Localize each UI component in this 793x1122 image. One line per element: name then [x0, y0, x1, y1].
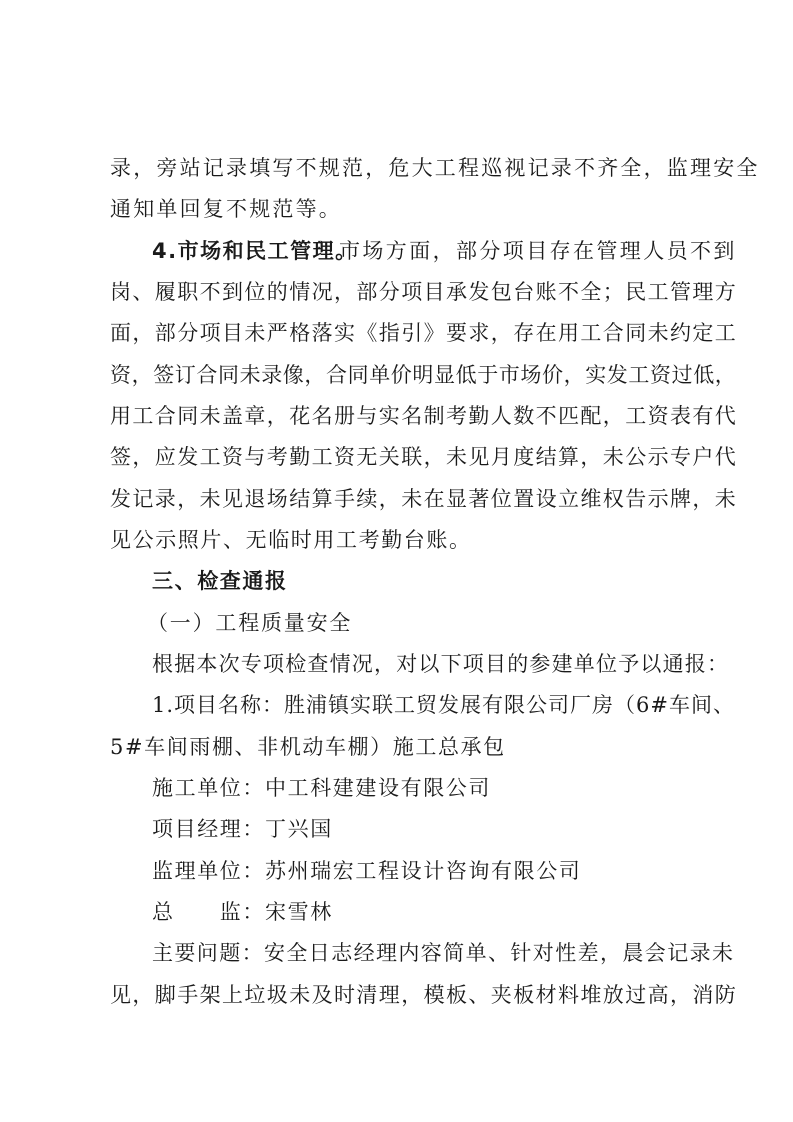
main-issues: 主要问题：安全日志经理内容简单、针对性差，晨会记录未: [152, 941, 735, 965]
subheading-line: [0, 603, 793, 643]
chief-supervisor: 总 监：宋雪林: [152, 900, 333, 924]
subsection-heading: （一）工程质量安全: [147, 611, 353, 635]
body-text: 通知单回复不规范等。: [110, 197, 342, 221]
body-line: [0, 644, 793, 684]
body-line: [0, 892, 793, 932]
supervision-unit: 监理单位：苏州瑞宏工程设计咨询有限公司: [152, 859, 582, 883]
body-line: [0, 313, 793, 353]
section-heading: 三、检查通报: [152, 569, 288, 593]
project-name: 1.项目名称：胜浦镇实联工贸发展有限公司厂房（6#车间、: [152, 693, 735, 717]
section-heading-inline: 4.市场和民工管理。: [152, 239, 358, 263]
body-line: [0, 396, 793, 436]
body-line: [0, 437, 793, 477]
body-text: 用工合同未盖章，花名册与实名制考勤人数不匹配，工资表有代: [110, 404, 738, 428]
body-text: 录，旁站记录填写不规范，危大工程巡视记录不齐全，监理安全: [110, 156, 760, 180]
body-line: [0, 520, 793, 560]
body-line: [0, 479, 793, 519]
body-line: [0, 768, 793, 808]
main-issues-continued: 见，脚手架上垃圾未及时清理，模板、夹板材料堆放过高，消防: [110, 983, 738, 1007]
body-text: 岗、履职不到位的情况，部分项目承发包台账不全；民工管理方: [110, 280, 738, 304]
body-text: 签，应发工资与考勤工资无关联，未见月度结算，未公示专户代: [110, 445, 738, 469]
body-line: [0, 272, 793, 312]
body-line: [0, 189, 793, 229]
body-line: [0, 933, 793, 973]
heading-line: [0, 561, 793, 601]
body-line: [0, 685, 793, 725]
body-line: [0, 975, 793, 1015]
body-text: 资，签订合同未录像，合同单价明显低于市场价，实发工资过低，: [110, 363, 737, 387]
project-name-continued: 5#车间雨棚、非机动车棚）施工总承包: [110, 735, 506, 759]
construction-unit: 施工单位：中工科建建设有限公司: [152, 776, 491, 800]
body-line: [0, 851, 793, 891]
body-line: [0, 809, 793, 849]
body-text: 市场方面，部分项目存在管理人员不到: [339, 239, 737, 263]
body-text: 根据本次专项检查情况，对以下项目的参建单位予以通报：: [152, 652, 730, 676]
body-line: [0, 727, 793, 767]
body-text: 面，部分项目未严格落实《指引》要求，存在用工合同未约定工: [110, 321, 738, 345]
body-line: [0, 148, 793, 188]
body-text: 发记录，未见退场结算手续，未在显著位置设立维权告示牌，未: [110, 487, 738, 511]
project-manager: 项目经理：丁兴国: [152, 817, 333, 841]
paragraph-line: [0, 231, 793, 271]
body-line: [0, 355, 793, 395]
body-text: 见公示照片、无临时用工考勤台账。: [110, 528, 472, 552]
